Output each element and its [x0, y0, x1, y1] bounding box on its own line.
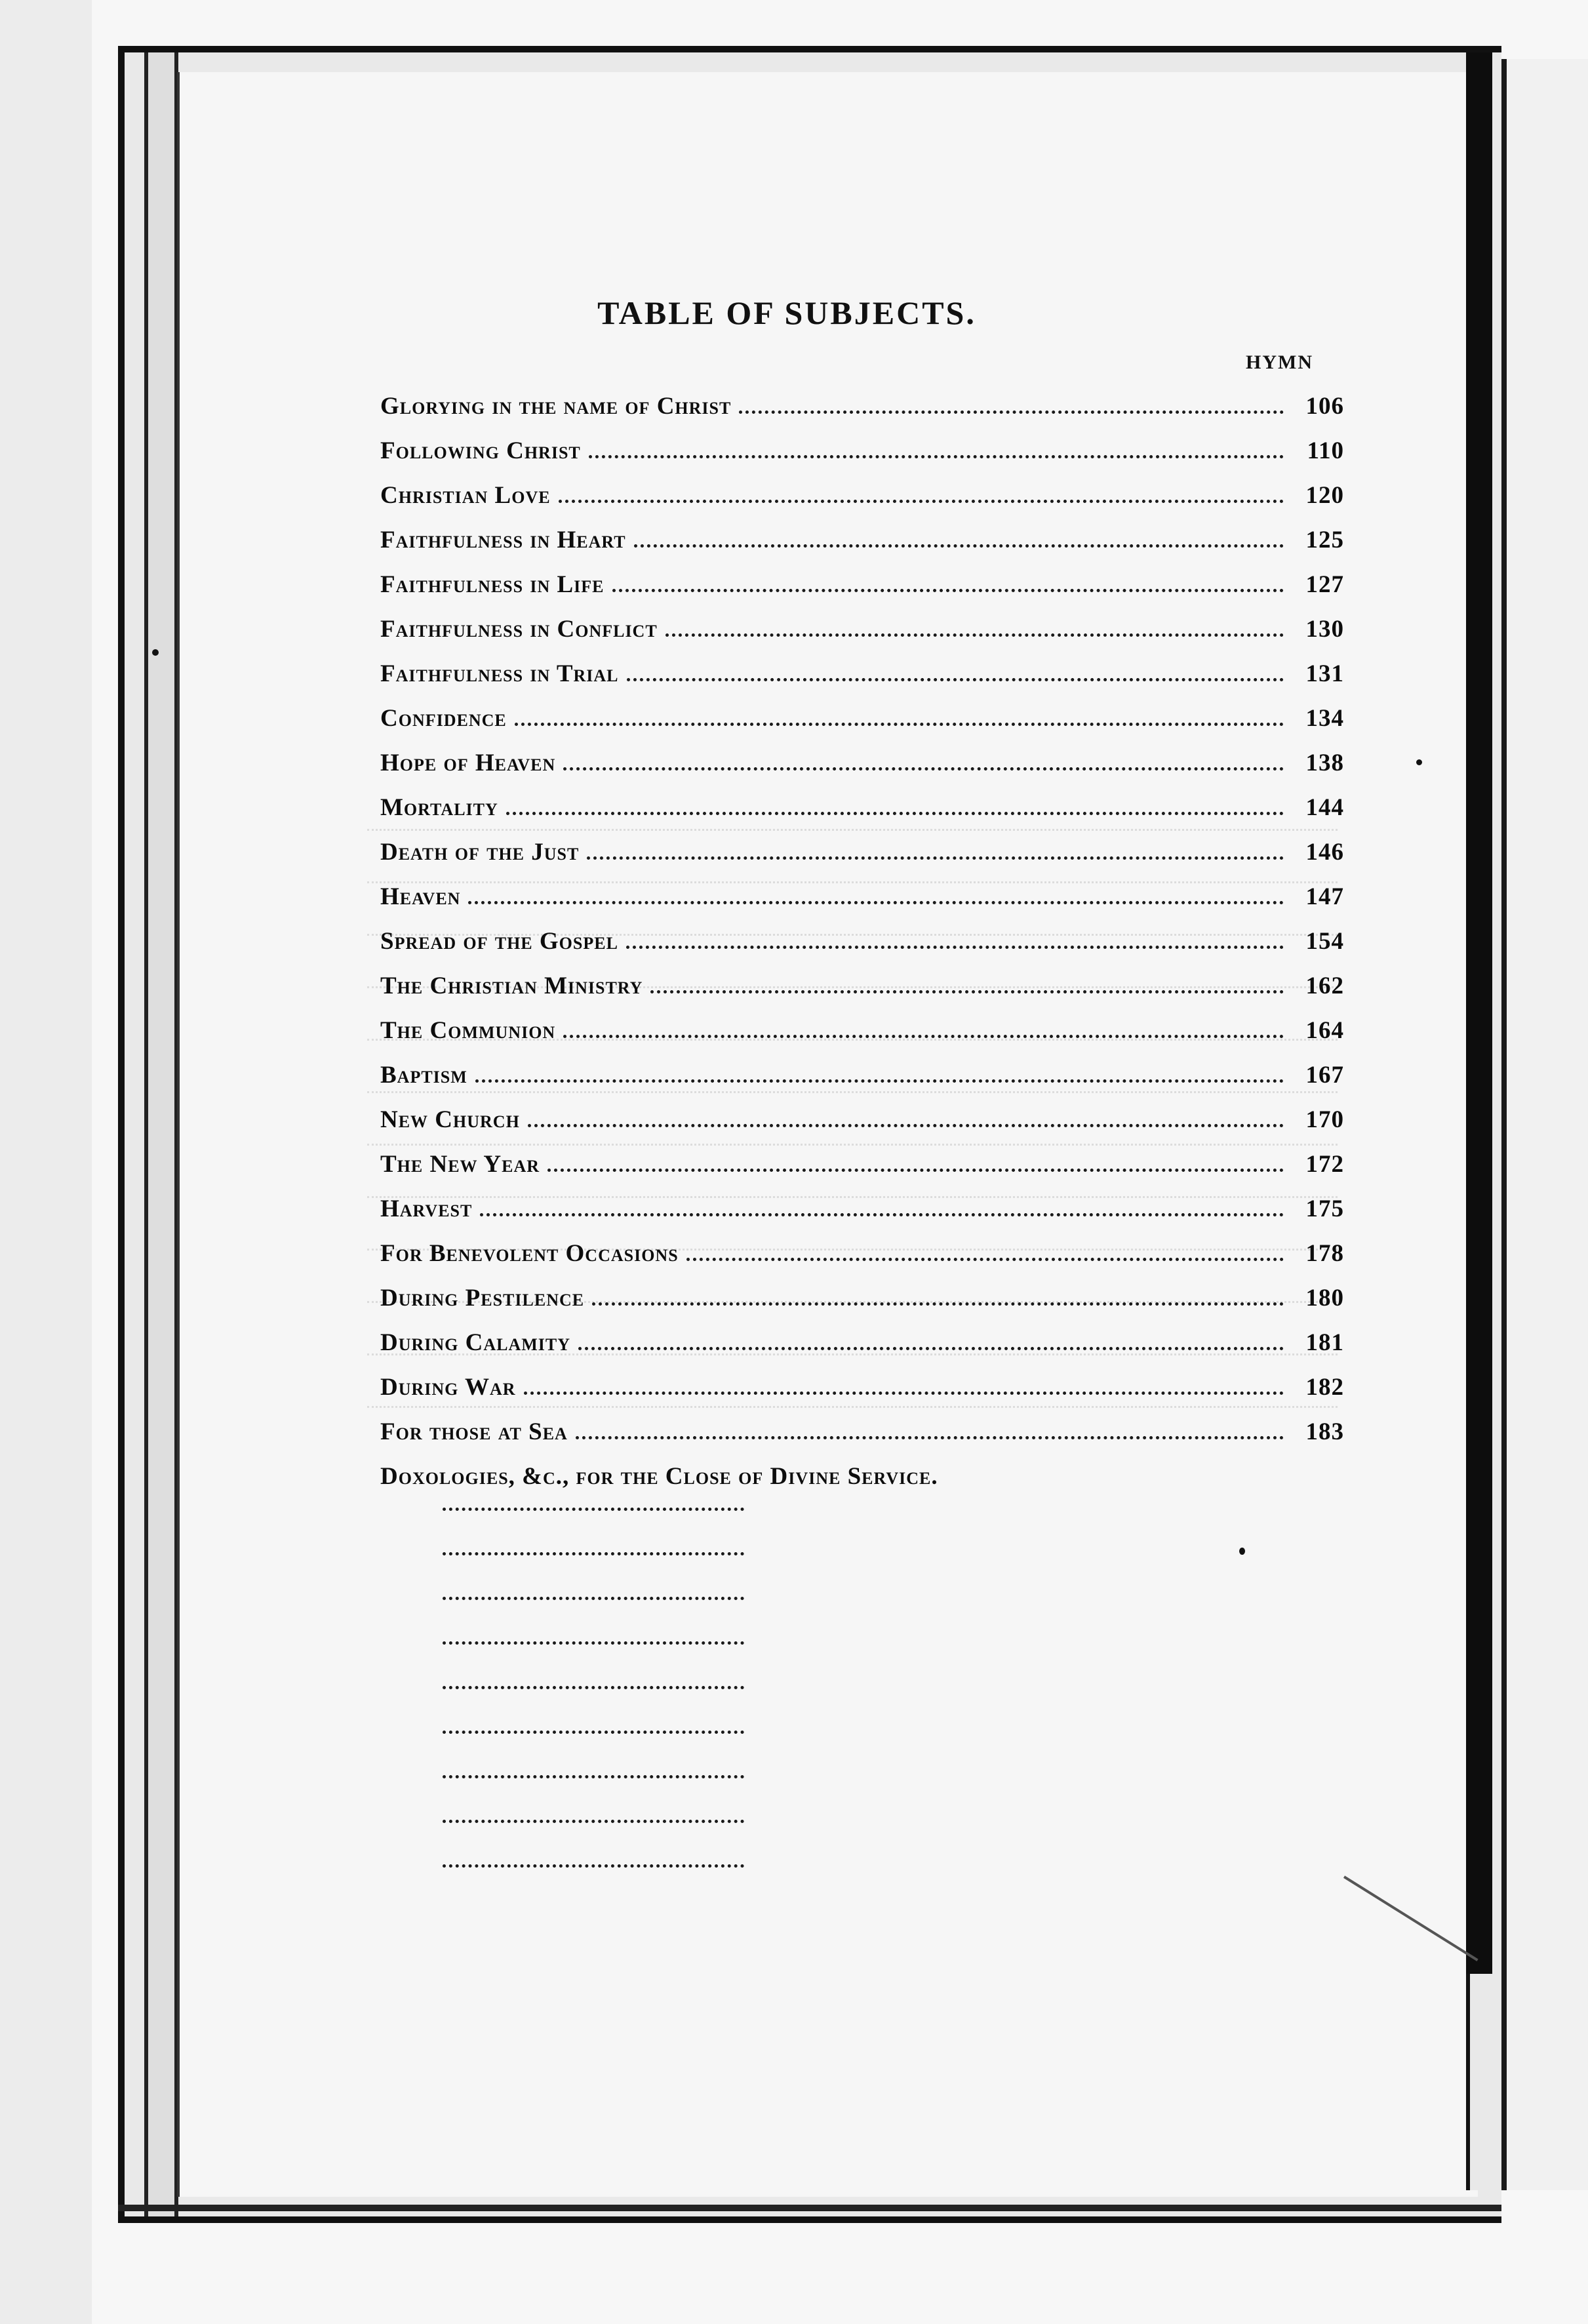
toc-entry-label: Harvest [380, 1195, 473, 1222]
toc-entry-hymn-number: 120 [1305, 482, 1344, 509]
toc-entry [380, 392, 1344, 437]
dot-leader [506, 811, 1284, 815]
toc-entry-label: Faithfulness in Heart [380, 527, 626, 553]
scan-left-margin [0, 0, 92, 2324]
toc-entry-hymn-number: 130 [1305, 616, 1344, 643]
empty-leader-row [380, 1864, 1344, 1908]
dot-leader [547, 1168, 1284, 1172]
toc-entry [380, 883, 1344, 927]
toc-entry-hymn-number: 172 [1305, 1151, 1344, 1178]
dot-leader [480, 1212, 1284, 1216]
empty-leader-row [380, 1641, 1344, 1685]
toc-entry [380, 1418, 1344, 1462]
toc-entry [380, 1284, 1344, 1329]
toc-entry [380, 1016, 1344, 1061]
toc-entry [380, 1462, 1344, 1507]
dot-leader [443, 1552, 744, 1555]
toc-entry [380, 481, 1344, 526]
toc-entry-hymn-number: 182 [1305, 1374, 1344, 1401]
toc-entry [380, 1373, 1344, 1418]
dot-leader [443, 1507, 744, 1511]
toc-entry-label: Christian Love [380, 482, 551, 509]
empty-leader-row [380, 1507, 1344, 1552]
toc-entry-hymn-number: 164 [1305, 1017, 1344, 1044]
toc-entry-hymn-number: 167 [1305, 1062, 1344, 1089]
dot-leader [443, 1685, 744, 1689]
book-gutter [1466, 52, 1492, 1974]
toc-entry [380, 660, 1344, 704]
table-of-subjects [380, 392, 1344, 1908]
empty-leader-row [380, 1596, 1344, 1641]
dot-leader [612, 588, 1284, 592]
facing-page-edge [1501, 59, 1588, 2190]
dot-leader [627, 677, 1284, 681]
toc-entry-label: Glorying in the name of Christ [380, 393, 732, 420]
toc-entry-hymn-number: 147 [1305, 883, 1344, 910]
toc-entry [380, 1239, 1344, 1284]
toc-entry-label: The Communion [380, 1017, 556, 1044]
toc-entry-label: Death of the Just [380, 839, 580, 866]
dot-leader [563, 1034, 1284, 1038]
toc-entry [380, 1061, 1344, 1106]
toc-entry-hymn-number: 146 [1305, 839, 1344, 866]
toc-entry-label: During War [380, 1374, 516, 1401]
hymn-column-header: HYMN [1246, 351, 1313, 373]
dot-leader [578, 1346, 1284, 1350]
toc-entry-label: Baptism [380, 1062, 467, 1089]
toc-entry-hymn-number: 110 [1307, 437, 1344, 464]
toc-entry-hymn-number: 178 [1305, 1240, 1344, 1267]
empty-leader-row [380, 1774, 1344, 1819]
toc-entry-hymn-number: 138 [1305, 750, 1344, 776]
toc-entry [380, 1106, 1344, 1150]
dot-leader [650, 990, 1284, 993]
empty-leader-row [380, 1819, 1344, 1864]
toc-entry [380, 615, 1344, 660]
dot-leader [665, 633, 1284, 637]
empty-leader-row [380, 1730, 1344, 1774]
toc-entry-hymn-number: 162 [1305, 972, 1344, 999]
empty-leader-row [380, 1685, 1344, 1730]
toc-entry [380, 972, 1344, 1016]
toc-entry-hymn-number: 180 [1305, 1285, 1344, 1312]
toc-entry-hymn-number: 175 [1305, 1195, 1344, 1222]
toc-entry-label: Faithfulness in Life [380, 571, 605, 598]
toc-entry-hymn-number: 181 [1305, 1329, 1344, 1356]
dot-leader [528, 1123, 1284, 1127]
empty-leader-row [380, 1552, 1344, 1596]
dot-leader [443, 1730, 744, 1734]
toc-entry-label: New Church [380, 1106, 520, 1133]
toc-entry-label: Doxologies, &c., for the Close of Divine Service. [380, 1463, 938, 1490]
toc-entry [380, 1329, 1344, 1373]
dot-leader [524, 1391, 1284, 1395]
dot-leader [443, 1819, 744, 1823]
toc-entry [380, 749, 1344, 793]
dot-leader [592, 1302, 1284, 1306]
dot-leader [443, 1774, 744, 1778]
toc-entry [380, 1150, 1344, 1195]
toc-entry-label: Faithfulness in Trial [380, 660, 619, 687]
page-title: TABLE OF SUBJECTS. [597, 294, 976, 331]
toc-entry-label: During Calamity [380, 1329, 571, 1356]
toc-entry-hymn-number: 127 [1305, 571, 1344, 598]
toc-entry-label: Following Christ [380, 437, 581, 464]
dot-leader [686, 1257, 1284, 1261]
toc-entry-label: For Benevolent Occasions [380, 1240, 679, 1267]
toc-entry-hymn-number: 154 [1305, 928, 1344, 955]
toc-entry-label: Confidence [380, 705, 507, 732]
dot-leader [443, 1596, 744, 1600]
toc-entry [380, 1195, 1344, 1239]
toc-entry-label: Hope of Heaven [380, 750, 556, 776]
dot-leader [587, 856, 1284, 860]
dot-leader [589, 454, 1284, 458]
toc-entry-hymn-number: 183 [1305, 1418, 1344, 1445]
toc-entry-label: The New Year [380, 1151, 540, 1178]
toc-entry-hymn-number: 131 [1305, 660, 1344, 687]
dot-leader [515, 722, 1284, 726]
toc-entry-hymn-number: 106 [1305, 393, 1344, 420]
toc-entry-hymn-number: 125 [1305, 527, 1344, 553]
toc-entry-label: During Pestilence [380, 1285, 585, 1312]
toc-entry [380, 793, 1344, 838]
toc-entry [380, 571, 1344, 615]
page-stack-edge [144, 52, 178, 2216]
toc-entry [380, 526, 1344, 571]
ink-speck [1416, 759, 1422, 765]
toc-entry-label: Spread of the Gospel [380, 928, 618, 955]
toc-entry-hymn-number: 144 [1305, 794, 1344, 821]
toc-entry-label: Mortality [380, 794, 498, 821]
toc-entry [380, 927, 1344, 972]
book-gutter-lower [1466, 1974, 1496, 2190]
toc-entry [380, 437, 1344, 481]
dot-leader [443, 1864, 744, 1868]
dot-leader [475, 1079, 1284, 1083]
toc-entry-label: For those at Sea [380, 1418, 568, 1445]
dot-leader [468, 900, 1284, 904]
dot-leader [559, 499, 1284, 503]
dot-leader [563, 767, 1284, 771]
dot-leader [739, 410, 1284, 414]
toc-entry-label: Faithfulness in Conflict [380, 616, 658, 643]
page-bottom-edge [118, 2205, 1501, 2211]
toc-entry-label: The Christian Ministry [380, 972, 643, 999]
ink-speck [152, 649, 159, 656]
toc-entry-label: Heaven [380, 883, 461, 910]
toc-entry-hymn-number: 170 [1305, 1106, 1344, 1133]
toc-entry-hymn-number: 134 [1305, 705, 1344, 732]
toc-entry [380, 704, 1344, 749]
dot-leader [634, 544, 1284, 548]
dot-leader [626, 945, 1284, 949]
ink-speck [1239, 1548, 1245, 1555]
dot-leader [576, 1435, 1284, 1439]
toc-entry [380, 838, 1344, 883]
dot-leader [443, 1641, 744, 1645]
